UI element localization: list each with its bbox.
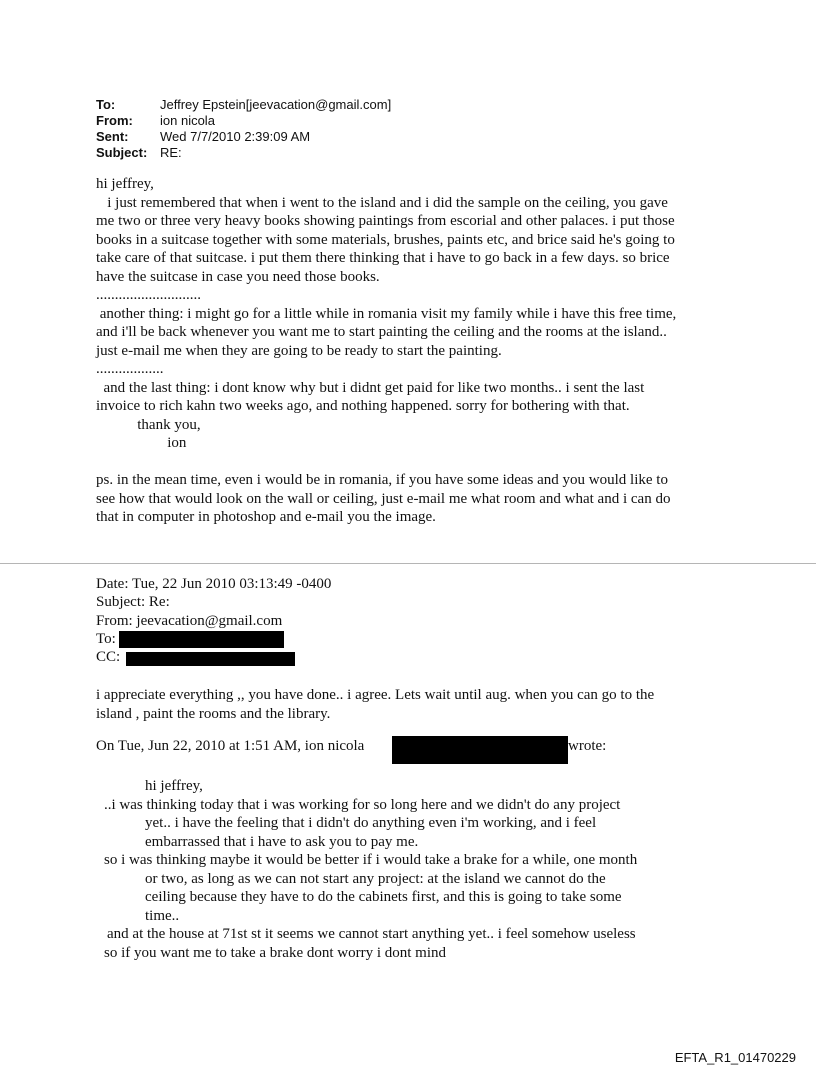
redaction-email bbox=[392, 736, 568, 764]
nested-quote-line: time.. bbox=[145, 907, 180, 924]
reply-line: invoice to rich kahn two weeks ago, and nothing happened. sorry for bothering with that. bbox=[96, 398, 630, 414]
reply-line: and the last thing: i dont know why but i didnt get paid for like two months.. i sent the last bbox=[96, 379, 645, 396]
quoted-to: To: bbox=[96, 631, 116, 647]
quoted-date: Date: Tue, 22 Jun 2010 03:13:49 -0400 bbox=[96, 576, 332, 592]
nested-quote-line: and at the house at 71st st it seems we cannot start anything yet.. i feel somehow useless bbox=[107, 926, 636, 942]
reply-line: ps. in the mean time, even i would be in romania, if you have some ideas and you would like to bbox=[96, 472, 668, 488]
reply-line: ion bbox=[96, 435, 187, 451]
subject-label: Subject: bbox=[96, 145, 148, 160]
bates-number: EFTA_R1_01470229 bbox=[674, 1050, 796, 1065]
reply-line: books in a suitcase together with some materials, brushes, paints etc, and brice said he's going to bbox=[96, 231, 675, 248]
reply-line: and i'll be back whenever you want me to start painting the ceiling and the rooms at the island.. bbox=[96, 324, 667, 340]
divider-line bbox=[0, 563, 816, 564]
redaction-to bbox=[119, 631, 284, 648]
subject-value: RE: bbox=[160, 145, 182, 160]
quoted-subject: Subject: Re: bbox=[96, 594, 170, 610]
reply-line: .................. bbox=[96, 361, 164, 377]
reply-line: i just remembered that when i went to the island and i did the sample on the ceiling, you gave bbox=[96, 194, 668, 211]
nested-quote-line: yet.. i have the feeling that i didn't do anything even i'm working, and i feel bbox=[145, 815, 597, 831]
attribution-prefix: On Tue, Jun 22, 2010 at 1:51 AM, ion nicola bbox=[96, 738, 365, 754]
sent-value: Wed 7/7/2010 2:39:09 AM bbox=[160, 129, 311, 144]
sent-label: Sent: bbox=[96, 129, 129, 144]
nested-quote-line: so if you want me to take a brake dont worry i dont mind bbox=[104, 944, 447, 961]
quoted-cc: CC: bbox=[96, 649, 121, 665]
reply-line: thank you, bbox=[96, 416, 201, 433]
quoted-message bbox=[96, 686, 654, 723]
from-label: From: bbox=[96, 113, 133, 128]
quoted-message-line: island , paint the rooms and the library. bbox=[96, 705, 331, 722]
reply-line: just e-mail me when they are going to be ready to start the painting. bbox=[96, 342, 502, 359]
quoted-message-line: i appreciate everything ,, you have done.. i agree. Lets wait until aug. when you can go to the bbox=[96, 687, 655, 703]
reply-line: have the suitcase in case you need those books. bbox=[96, 268, 380, 285]
reply-line: another thing: i might go for a little while in romania visit my family while i have this free time, bbox=[96, 305, 677, 322]
redaction-cc bbox=[126, 652, 295, 666]
reply-line: me two or three very heavy books showing paintings from escorial and other palaces. i put those bbox=[96, 213, 675, 229]
nested-quote-line: ..i was thinking today that i was working for so long here and we didn't do any project bbox=[104, 796, 621, 813]
nested-quote-line: so i was thinking maybe it would be better if i would take a brake for a while, one month bbox=[104, 852, 638, 868]
reply-line: see how that would look on the wall or ceiling, just e-mail me what room and what and i can do bbox=[96, 490, 671, 507]
from-value: ion nicola bbox=[160, 113, 215, 128]
reply-line: that in computer in photoshop and e-mail you the image. bbox=[96, 509, 436, 525]
reply-body bbox=[96, 175, 676, 527]
nested-quote-line: embarrassed that i have to ask you to pay me. bbox=[145, 833, 419, 850]
reply-line: ............................ bbox=[96, 287, 201, 303]
to-label: To: bbox=[96, 97, 116, 112]
attribution-suffix: wrote: bbox=[568, 738, 607, 754]
nested-quote-line: hi jeffrey, bbox=[145, 778, 203, 794]
reply-line: hi jeffrey, bbox=[96, 176, 154, 192]
quoted-from: From: jeevacation@gmail.com bbox=[96, 613, 283, 629]
to-value: Jeffrey Epstein[jeevacation@gmail.com] bbox=[160, 97, 392, 112]
reply-line bbox=[96, 453, 676, 472]
reply-line: take care of that suitcase. i put them there thinking that i have to go back in a few days. so brice bbox=[96, 250, 670, 266]
nested-quote-line: ceiling because they have to do the cabinets first, and this is going to take some bbox=[145, 889, 622, 905]
nested-quote-line: or two, as long as we can not start any project: at the island we cannot do the bbox=[145, 870, 606, 887]
